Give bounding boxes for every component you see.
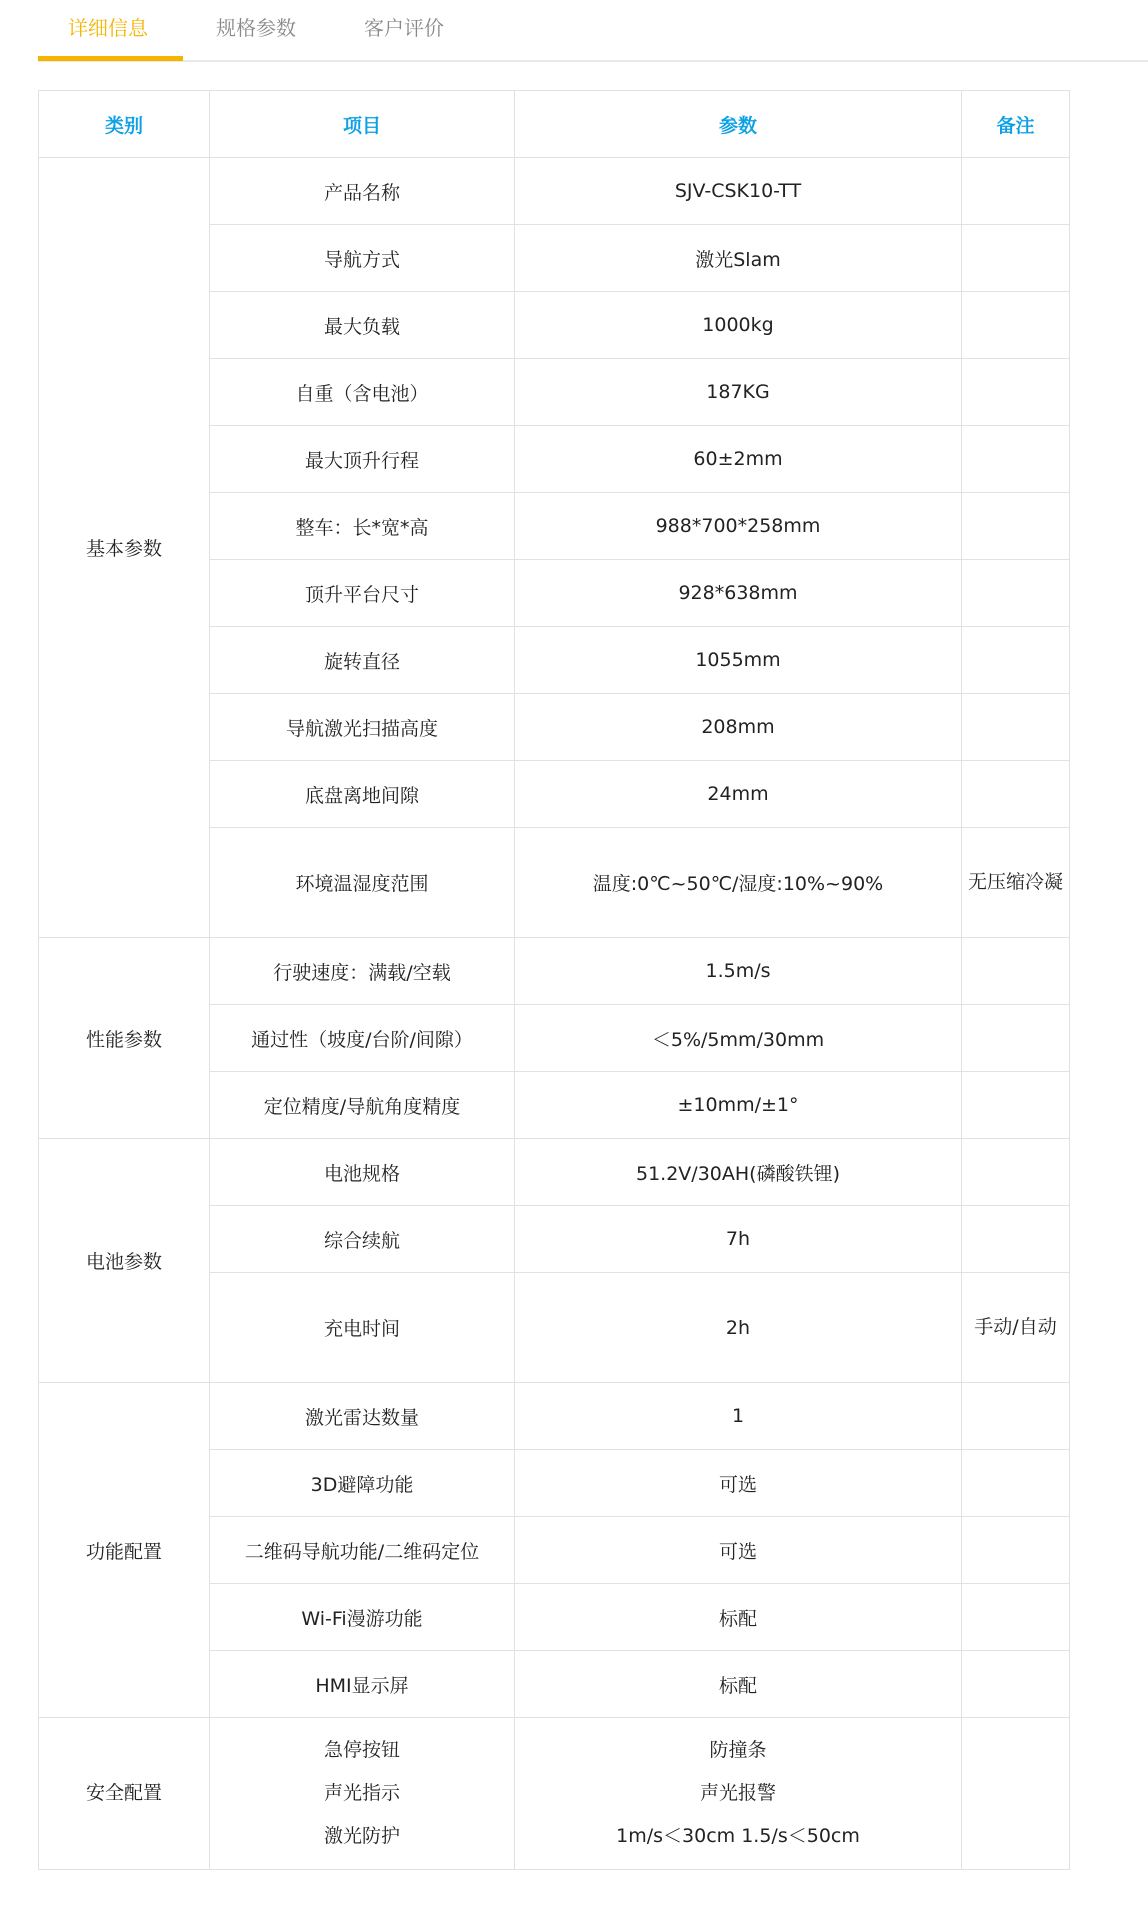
header-category: 类别 (39, 91, 210, 158)
item-line: 急停按钮 (323, 1739, 400, 1761)
tab-bar (38, 0, 1148, 62)
param-cell: ＜5%/5mm/30mm (515, 1005, 962, 1072)
category-cell: 性能参数 (39, 938, 210, 1139)
note-cell (962, 1584, 1070, 1651)
note-cell (962, 1072, 1070, 1139)
note-cell (962, 761, 1070, 828)
param-cell: 温度:0℃~50℃/湿度:10%~90% (515, 828, 962, 938)
param-cell: 1 (515, 1383, 962, 1450)
item-cell (210, 1718, 515, 1870)
param-cell: 激光Slam (515, 225, 962, 292)
param-cell: 1055mm (515, 627, 962, 694)
item-cell: 行驶速度：满载/空载 (210, 938, 515, 1005)
item-cell: 最大负载 (210, 292, 515, 359)
item-line: 激光防护 (323, 1825, 400, 1847)
note-cell (962, 560, 1070, 627)
tab-specs[interactable]: 规格参数 (216, 16, 296, 40)
category-cell: 功能配置 (39, 1383, 210, 1718)
param-line: 1m/s＜30cm 1.5/s＜50cm (616, 1825, 860, 1847)
table-header (39, 91, 1070, 158)
param-line: 声光报警 (699, 1782, 776, 1804)
param-cell: 928*638mm (515, 560, 962, 627)
param-cell: ±10mm/±1° (515, 1072, 962, 1139)
note-cell (962, 1005, 1070, 1072)
table-row (39, 1139, 1070, 1206)
param-cell: 标配 (515, 1584, 962, 1651)
table-row (39, 1718, 1070, 1870)
category-cell: 电池参数 (39, 1139, 210, 1383)
item-cell: 综合续航 (210, 1206, 515, 1273)
tab-reviews[interactable]: 客户评价 (364, 16, 444, 40)
param-cell: 可选 (515, 1450, 962, 1517)
item-line: 声光指示 (323, 1782, 400, 1804)
param-cell: 187KG (515, 359, 962, 426)
item-cell: HMI显示屏 (210, 1651, 515, 1718)
item-cell: 通过性（坡度/台阶/间隙） (210, 1005, 515, 1072)
item-cell: 电池规格 (210, 1139, 515, 1206)
note-cell (962, 158, 1070, 225)
param-cell: 51.2V/30AH(磷酸铁锂) (515, 1139, 962, 1206)
param-cell: 60±2mm (515, 426, 962, 493)
category-cell: 基本参数 (39, 158, 210, 938)
spec-table (38, 90, 1070, 1870)
note-cell (962, 627, 1070, 694)
note-cell (962, 225, 1070, 292)
param-cell: 988*700*258mm (515, 493, 962, 560)
table-row (39, 938, 1070, 1005)
item-cell: Wi-Fi漫游功能 (210, 1584, 515, 1651)
param-cell: 标配 (515, 1651, 962, 1718)
param-cell: 208mm (515, 694, 962, 761)
note-cell (962, 426, 1070, 493)
note-cell (962, 292, 1070, 359)
note-cell (962, 493, 1070, 560)
item-cell: 激光雷达数量 (210, 1383, 515, 1450)
item-cell: 底盘离地间隙 (210, 761, 515, 828)
active-tab-indicator (38, 56, 183, 61)
header-note: 备注 (962, 91, 1070, 158)
item-cell: 3D避障功能 (210, 1450, 515, 1517)
header-param: 参数 (515, 91, 962, 158)
item-cell: 整车：长*宽*高 (210, 493, 515, 560)
note-cell (962, 1383, 1070, 1450)
param-line: 防撞条 (709, 1739, 767, 1761)
note-cell: 手动/自动 (962, 1273, 1070, 1383)
param-cell: 7h (515, 1206, 962, 1273)
table-row (39, 1383, 1070, 1450)
item-cell: 产品名称 (210, 158, 515, 225)
item-cell: 自重（含电池） (210, 359, 515, 426)
param-cell: 1.5m/s (515, 938, 962, 1005)
param-cell: 24mm (515, 761, 962, 828)
note-cell: 无压缩冷凝 (962, 828, 1070, 938)
item-cell: 充电时间 (210, 1273, 515, 1383)
note-cell (962, 1450, 1070, 1517)
category-cell: 安全配置 (39, 1718, 210, 1870)
item-cell: 最大顶升行程 (210, 426, 515, 493)
item-cell: 定位精度/导航角度精度 (210, 1072, 515, 1139)
item-cell: 二维码导航功能/二维码定位 (210, 1517, 515, 1584)
item-cell: 顶升平台尺寸 (210, 560, 515, 627)
param-cell: SJV-CSK10-TT (515, 158, 962, 225)
item-cell: 导航方式 (210, 225, 515, 292)
note-cell (962, 938, 1070, 1005)
param-cell: 可选 (515, 1517, 962, 1584)
item-cell: 环境温湿度范围 (210, 828, 515, 938)
param-cell: 2h (515, 1273, 962, 1383)
note-cell (962, 1718, 1070, 1870)
tab-details[interactable]: 详细信息 (68, 16, 148, 40)
item-cell: 导航激光扫描高度 (210, 694, 515, 761)
note-cell (962, 1139, 1070, 1206)
param-cell: 1000kg (515, 292, 962, 359)
param-cell (515, 1718, 962, 1870)
note-cell (962, 1517, 1070, 1584)
note-cell (962, 1651, 1070, 1718)
header-item: 项目 (210, 91, 515, 158)
item-cell: 旋转直径 (210, 627, 515, 694)
table-row (39, 158, 1070, 225)
note-cell (962, 1206, 1070, 1273)
note-cell (962, 359, 1070, 426)
note-cell (962, 694, 1070, 761)
